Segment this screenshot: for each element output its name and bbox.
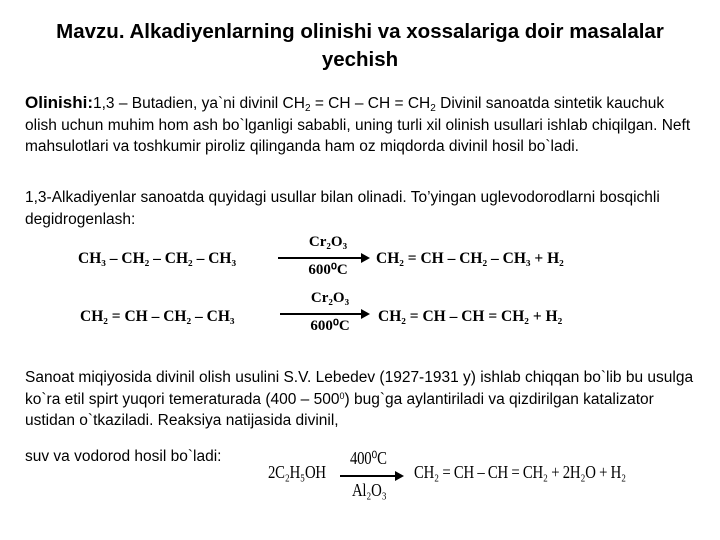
- divinil-description: Divinil sanoatda sintetik kauchuk olish uchun muhim hom ash bo`lganligi sababli, uning turli xil olinish usullari ishlab chiqilgan. Neft mahsulotlari va toshkumir piroliz qilinganda ham oz miqdorda divinil hosil bo`ladi.: [25, 95, 691, 155]
- paragraph-products: suv va vodorod hosil bo`ladi:: [25, 448, 222, 465]
- reaction2-temperature: 600⁰C: [310, 318, 350, 334]
- reaction3-reactant: 2C₂H₅OH: [268, 462, 326, 482]
- reaction1-reactant: CH₃ – CH₂ – CH₂ – CH₃: [78, 250, 237, 267]
- reaction1-temperature: 600⁰C: [308, 262, 348, 278]
- reaction2-catalyst: Cr₂O₃: [310, 290, 350, 306]
- lebedev-text-b: ) bug`ga aylantiriladi va qizdirilgan katalizator ustidan o`tkaziladi. Reaksiya natijasida divinil,: [25, 390, 654, 429]
- olinishi-heading: Olinishi:: [25, 93, 93, 112]
- butadiene-intro: 1,3 – Butadien, ya`ni divinil CH: [93, 95, 305, 112]
- reaction3-arrow: [340, 475, 402, 477]
- paragraph-lebedev: [25, 367, 695, 432]
- reaction2-product: CH₂ = CH – CH = CH₂ + H₂: [378, 308, 563, 325]
- lebedev-text-a: Sanoat miqiyosida divinil olish usulini S.V. Lebedev (1927-1931 y) ishlab chiqqan bo`lib bu usulga ko`ra etil spirt yuqori temeraturada (400 – 500: [25, 369, 694, 408]
- reaction3-products: CH₂ = CH – CH = CH₂ + 2H₂O + H₂: [414, 462, 626, 482]
- reaction3-temperature: 400⁰C: [350, 448, 387, 468]
- reaction2-reactant: CH₂ = CH – CH₂ – CH₃: [80, 308, 235, 325]
- reaction3-catalyst: Al₂O₃: [352, 480, 387, 500]
- reaction1-arrow: [278, 257, 368, 259]
- butadiene-formula: = CH – CH = CH: [310, 95, 431, 112]
- paragraph-methods: 1,3-Alkadiyenlar sanoatda quyidagi usullar bilan olinadi. To’yingan uglevodorodlarni bosqichli degidrogenlash:: [25, 189, 660, 228]
- reaction1-catalyst: Cr₂O₃: [308, 234, 348, 250]
- paragraph-olinishi: Olinishi:1,3 – Butadien, ya`ni divinil $CH_2$ = CH – CH = $CH_2$ Divinil sanoatda sintetik kauchuk olish uchun muhim hom ash bo`lganligi sababli, uning turli xil olinish usullari ishlab chiqilgan. Neft mahsulotlari va toshkumir piroliz qilinganda ham oz miqdorda divinil hosil bo`ladi.: [25, 93, 691, 155]
- page-title: Mavzu. Alkadiyenlarning olinishi va xossalariga doir masalalar yechish: [56, 20, 664, 71]
- reaction1-product: CH₂ = CH – CH₂ – CH₃ + H₂: [376, 250, 564, 267]
- degree-sup: 0: [339, 390, 345, 401]
- reaction2-arrow: [280, 313, 368, 315]
